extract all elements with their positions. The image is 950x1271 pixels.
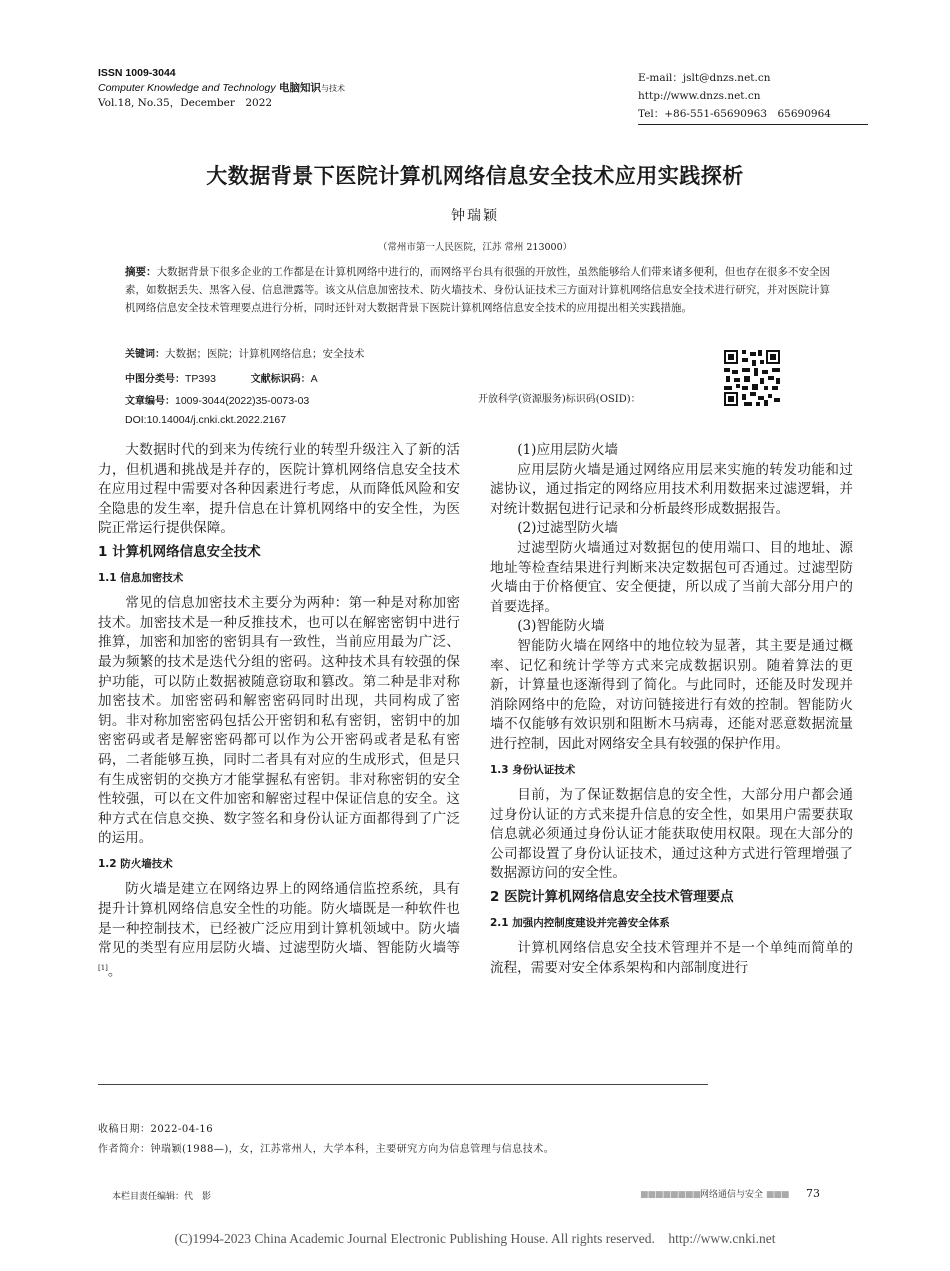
paragraph: 应用层防火墙是通过网络应用层来实施的转发功能和过滤协议，通过指定的网络应用技术利用数据来过滤逻辑，并对统计数据包进行记录和分析最终形成数据报告。	[490, 461, 853, 517]
section-name: ■■■■■■■■网络通信与安全 ■■■	[640, 1190, 789, 1200]
issn: ISSN 1009-3044	[98, 67, 176, 79]
article-author: 钟瑞颖	[451, 208, 499, 224]
subsection-heading: 1.1 信息加密技术	[98, 571, 184, 584]
list-heading: (3)智能防火墙	[517, 618, 605, 635]
subsection-heading: 2.1 加强内控制度建设并完善安全体系	[490, 916, 670, 929]
doi[interactable]: DOI:10.14004/j.cnki.ckt.2022.2167	[125, 414, 287, 426]
journal-header-right	[638, 69, 868, 125]
osid-label: 开放科学(资源服务)标识码(OSID)：	[478, 394, 641, 405]
list-heading: (2)过滤型防火墙	[517, 520, 619, 537]
footnote-divider	[98, 1084, 708, 1085]
paragraph: 计算机网络信息安全技术管理并不是一个单纯而简单的流程，需要对安全体系架构和内部制度进行	[490, 940, 853, 976]
keywords: 关键词：大数据；医院；计算机网络信息；安全技术	[125, 348, 365, 360]
journal-header-left	[98, 66, 458, 111]
paragraph: 防火墙是建立在网络边界上的网络通信监控系统，具有提升计算机网络信息安全性的功能。防火墙既是一种软件也是一种控制技术，已经被广泛应用到计算机领域中。防火墙常见的类型有应用层防火墙、过滤型防火墙、智能防火墙等[1]。	[98, 881, 460, 980]
paragraph: 过滤型防火墙通过对数据包的使用端口、目的地址、源地址等检查结果进行判断来决定数据包可否通过。过滤型防火墙由于价格便宜、安全便捷，所以成了当前大部分用户的首要选择。	[490, 539, 853, 615]
decor-dots-icon: ■■■■■■■■	[640, 1190, 701, 1200]
page-number: 73	[806, 1187, 820, 1200]
journal-tel: Tel：+86-551-65690963 65690964	[638, 105, 868, 125]
citation[interactable]: [1]	[98, 963, 108, 972]
author-bio: 作者简介：钟瑞颖(1988—)，女，江苏常州人，大学本科，主要研究方向为信息管理与信息技术。	[98, 1144, 555, 1155]
body-column-right	[490, 441, 853, 978]
volume-info: Vol.18, No.35，December 2022	[98, 97, 273, 109]
abstract	[125, 263, 830, 317]
paragraph: 常见的信息加密技术主要分为两种：第一种是对称加密技术。加密技术是一种反推技术，也可以在解密密钥中进行推算，加密和加密的密钥具有一致性，当前应用最为广泛、最为频繁的技术是迭代分组的密码。这种技术具有较强的保护功能，可以防止数据被随意窃取和篡改。第二种是非对称加密技术。加密密码和解密密码同时出现，共同构成了密钥。非对称加密密码包括公开密钥和私有密钥，密钥中的加密密码或者是解密密码都可以作为公开密码或者是私有密码，二者能够互换，同时二者具有对应的生成形式，但是只有生成密钥的交换方才能掌握私有密钥。非对称密钥的安全性较强，可以在文件加密和解密过程中保证信息的安全。这种方式在信息交换、数字签名和身份认证方面都得到了广泛的运用。	[98, 595, 460, 847]
copyright-notice: (C)1994-2023 China Academic Journal Electronic Publishing House. All rights reserved. http://www.cnki.net	[174, 1231, 776, 1246]
received-date: 收稿日期：2022-04-16	[98, 1124, 214, 1135]
journal-email[interactable]: E-mail：jslt@dnzs.net.cn	[638, 72, 771, 84]
decor-dots-icon: ■■■	[765, 1190, 789, 1200]
column-editor: 本栏目责任编辑：代 影	[112, 1192, 212, 1202]
journal-name: Computer Knowledge and Technology 电脑知识与技术	[98, 82, 345, 94]
body-column-left	[98, 441, 460, 982]
abstract-text: 大数据背景下很多企业的工作都是在计算机网络中进行的，而网络平台具有很强的开放性，虽然能够给人们带来诸多便利，但也存在很多不安全因素，如数据丢失、黑客入侵、信息泄露等。该文从信息加密技术、防火墙技术、身份认证技术三方面对计算机网络信息安全技术进行研究，并对医院计算机网络信息安全技术管理要点进行分析，同时还针对大数据背景下医院计算机网络信息安全技术的应用提出相关实践措施。	[125, 266, 831, 314]
paragraph: 目前，为了保证数据信息的安全性，大部分用户都会通过身份认证的方式来提升信息的安全性，如果用户需要获取信息就必须通过身份认证才能获取使用权限。现在大部分的公司都设置了身份认证技术，通过这种方式进行管理增强了数据源访问的安全性。	[490, 787, 853, 882]
author-affiliation: （常州市第一人民医院，江苏 常州 213000）	[377, 242, 573, 253]
article-title: 大数据背景下医院计算机网络信息安全技术应用实践探析	[206, 164, 744, 188]
subsection-heading: 1.3 身份认证技术	[490, 763, 576, 776]
article-number: 文章编号：1009-3044(2022)35-0073-03	[125, 395, 310, 407]
abstract-label: 摘要：	[125, 266, 157, 278]
intro-paragraph: 大数据时代的到来为传统行业的转型升级注入了新的活力，但机遇和挑战是并存的，医院计算机网络信息安全技术在应用过程中需要对各种因素进行考虑，从而降低风险和安全隐患的发生率，提升信息在计算机网络中的安全性，为医院正常运行提供保障。	[98, 442, 460, 537]
qr-code-icon	[724, 350, 780, 406]
subsection-heading: 1.2 防火墙技术	[98, 857, 173, 870]
section-heading: 2 医院计算机网络信息安全技术管理要点	[490, 889, 734, 906]
paragraph: 智能防火墙在网络中的地位较为显著，其主要是通过概率、记忆和统计学等方式来完成数据识别。随着算法的更新，计算量也逐渐得到了简化。与此同时，还能及时发现并消除网络中的危险，对访问链接进行有效的控制。智能防火墙不仅能够有效识别和阻断木马病毒，还能对恶意数据流量进行控制，因此对网络安全具有较强的保护作用。	[490, 637, 853, 752]
list-heading: (1)应用层防火墙	[517, 442, 619, 458]
classification-line: 中图分类号：TP393 文献标识码：A	[125, 373, 318, 385]
section-heading: 1 计算机网络信息安全技术	[98, 543, 261, 560]
journal-url[interactable]: http://www.dnzs.net.cn	[638, 90, 761, 102]
